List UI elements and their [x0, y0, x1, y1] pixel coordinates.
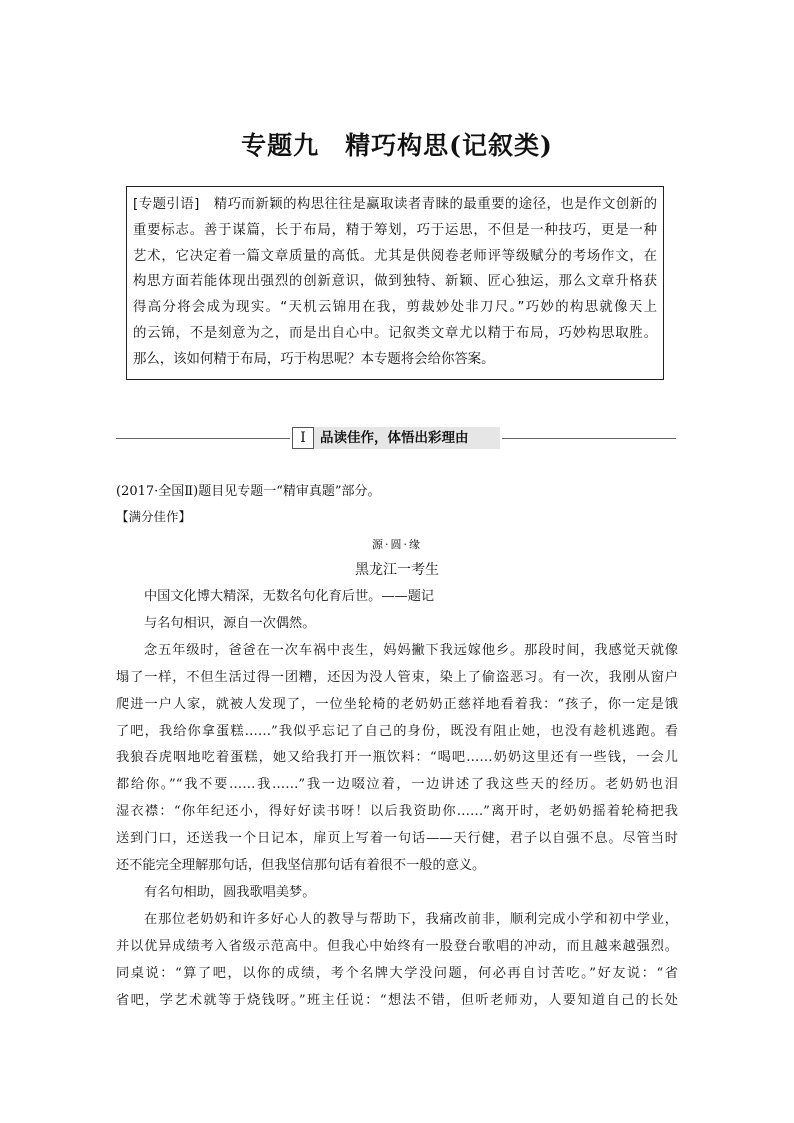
intro-line: [专题引语] 精巧而新颖的构思往往是赢取读者青睐的最重要的途径，也是作文创新的	[133, 197, 657, 212]
essay-author: 黑龙江一考生	[355, 562, 439, 578]
essay-line: 爬进一户人家，就被人发现了，一位坐轮椅的老奶奶正慈祥地看着我：“孩子，你一定是饿	[116, 696, 678, 712]
essay-line: 省吧，学艺术就等于烧钱呀。”班主任说：“想法不错，但听老师劝，人要知道自己的长处	[116, 992, 678, 1008]
section-divider-right	[502, 438, 676, 439]
intro-line: 艺术，它决定着一篇文章质量的高低。尤其是供阅卷老师评等级赋分的考场作文，在	[133, 248, 657, 264]
full-score-tag: 【满分佳作】	[116, 509, 192, 524]
section-label: 品读佳作，体悟出彩理由	[314, 427, 500, 449]
essay-line: 送到门口，还送我一个日记本，扉页上写着一句话——天行健，君子以自强不息。尽管当时	[116, 831, 678, 847]
intro-line: 重要标志。善于谋篇，长于布局，精于筹划，巧于运思，不但是一种技巧，更是一种	[133, 222, 657, 238]
essay-line: 并以优异成绩考入省级示范高中。但我心中始终有一股登台歌唱的冲动，而且越来越强烈。	[116, 938, 678, 954]
essay-line: 同桌说：“算了吧，以你的成绩，考个名牌大学没问题，何必再自讨苦吃。”好友说：“省	[116, 965, 678, 981]
intro-line: 构思方面若能体现出强烈的创新意识，做到独特、新颖、匠心独运，那么文章升格获	[133, 274, 657, 290]
essay-line: 我狼吞虎咽地吃着蛋糕，她又给我打开一瓶饮料：“喝吧……奶奶这里还有一些钱，一会儿	[116, 750, 678, 766]
essay-line: 有名句相助，圆我歌唱美梦。	[144, 884, 316, 900]
essay-line: 与名句相识，源自一次偶然。	[144, 615, 316, 631]
essay-body	[116, 584, 678, 1015]
essay-title: 源·圆·缘	[372, 538, 422, 551]
section-divider-left	[116, 438, 290, 439]
essay-line: 念五年级时，爸爸在一次车祸中丧生，妈妈撇下我远嫁他乡。那段时间，我感觉天就像	[144, 642, 678, 658]
essay-line: 了吧，我给你拿蛋糕……”我似乎忘记了自己的身份，既没有阻止她，也没有趁机逃跑。看	[116, 723, 678, 739]
essay-line: 中国文化博大精深，无数名句化育后世。——题记	[144, 589, 435, 604]
intro-box	[126, 186, 664, 380]
essay-line: 塌了一样，不但生活过得一团糟，还因为没人管束，染上了偷盗恶习。有一次，我刚从窗户	[116, 669, 678, 685]
section-heading	[116, 424, 676, 452]
essay-line: 都给你。”“我不要……我……”我一边啜泣着，一边讲述了我这些天的经历。老奶奶也泪	[116, 777, 678, 793]
page-title: 专题九 精巧构思(记叙类)	[241, 131, 553, 160]
section-number: Ⅰ	[292, 427, 314, 449]
intro-line: 得高分将会成为现实。“天机云锦用在我，剪裁妙处非刀尺。”巧妙的构思就像天上	[133, 300, 657, 316]
intro-line: 的云锦，不是刻意为之，而是出自心中。记叙类文章尤以精于布局，巧妙构思取胜。	[133, 325, 657, 341]
essay-line: 在那位老奶奶和许多好心人的教导与帮助下，我痛改前非，顺利完成小学和初中学业，	[144, 911, 678, 927]
source-line: (2017·全国Ⅱ)题目见专题一“精审真题”部分。	[116, 484, 381, 499]
essay-line: 湿衣襟：“你年纪还小，得好好读书呀！以后我资助你……”离开时，老奶奶摇着轮椅把我	[116, 804, 678, 820]
essay-line: 还不能完全理解那句话，但我坚信那句话有着很不一般的意义。	[116, 858, 486, 874]
intro-line: 那么，该如何精于布局，巧于构思呢？本专题将会给你答案。	[133, 351, 495, 367]
